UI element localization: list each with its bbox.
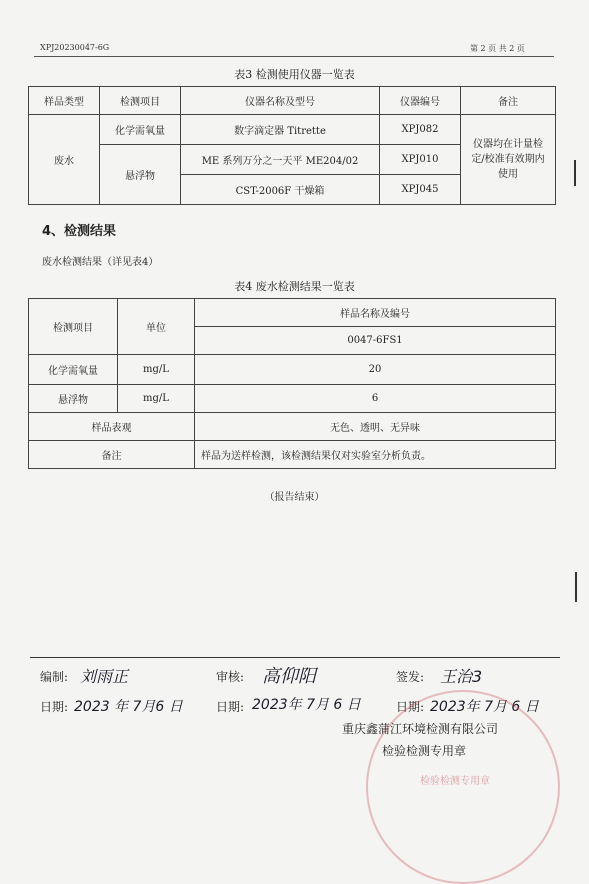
date-issued: 2023年 7月 6 日: [430, 699, 539, 715]
table4-row-unit: mg/L: [118, 385, 195, 413]
issued-signature: 王治3: [440, 667, 483, 686]
section-subtitle: 废水检测结果（详见表4）: [42, 257, 159, 268]
table4-header-item: 检测项目: [29, 299, 118, 355]
document-number: XPJ20230047-6G: [40, 43, 110, 52]
table4-header-unit: 单位: [118, 299, 195, 355]
table4-row-value: 6: [195, 385, 556, 413]
table3: [28, 86, 556, 205]
scan-mark: [574, 160, 576, 186]
date-reviewed: 2023年 7月 6 日: [252, 697, 361, 713]
table4-title: 表4 废水检测结果一览表: [234, 280, 355, 293]
company-name: 重庆鑫蒲江环境检测有限公司: [342, 722, 499, 736]
table3-instrument: ME 系列万分之一天平 ME204/02: [181, 145, 380, 175]
table3-code: XPJ045: [380, 175, 461, 205]
scan-mark: [575, 572, 577, 602]
table4: [28, 298, 556, 469]
table3-sample-type: 废水: [29, 115, 100, 205]
table4-row-item: 悬浮物: [29, 385, 118, 413]
table4-row-item: 化学需氧量: [29, 355, 118, 385]
table4-appearance-value: 无色、透明、无异味: [195, 413, 556, 441]
table3-header-sample-type: 样品类型: [29, 87, 100, 115]
table4-row-value: 20: [195, 355, 556, 385]
table3-header-code: 仪器编号: [380, 87, 461, 115]
table4-row-unit: mg/L: [118, 355, 195, 385]
reviewed-signature: 高仰阳: [262, 666, 316, 687]
date-prepared: 2023 年 7月6 日: [74, 699, 183, 715]
table3-code: XPJ010: [380, 145, 461, 175]
date-label: 日期:: [40, 700, 69, 714]
date-label: 日期:: [396, 700, 425, 714]
seal-caption: 检验检测专用章: [382, 744, 467, 758]
table3-header-instrument: 仪器名称及型号: [181, 87, 380, 115]
header-rule: [34, 56, 554, 57]
table3-header-item: 检测项目: [100, 87, 181, 115]
date-label: 日期:: [216, 700, 245, 714]
table3-header-remark: 备注: [461, 87, 556, 115]
table3-code: XPJ082: [380, 115, 461, 145]
issued-label: 签发:: [396, 670, 425, 684]
table4-note-value: 样品为送样检测，该检测结果仅对实验室分析负责。: [195, 441, 556, 469]
report-end: （报告结束）: [264, 492, 325, 503]
page-indicator: 第 2 页 共 2 页: [470, 44, 525, 53]
footer-rule: [30, 657, 560, 658]
seal-text: 检验检测专用章: [420, 776, 490, 787]
company-seal: [366, 690, 560, 884]
table4-header-sample: 样品名称及编号: [195, 299, 556, 327]
table3-remark: 仪器均在计量检定/校准有效期内使用: [461, 115, 556, 205]
table3-instrument: 数字滴定器 Titrette: [181, 115, 380, 145]
table3-instrument: CST-2006F 干燥箱: [181, 175, 380, 205]
section-heading: 4、检测结果: [42, 224, 117, 239]
table4-appearance-label: 样品表观: [29, 413, 195, 441]
table3-item: 化学需氧量: [100, 115, 181, 145]
prepared-label: 编制:: [40, 670, 69, 684]
table3-title: 表3 检测使用仪器一览表: [234, 68, 355, 81]
prepared-signature: 刘雨正: [80, 667, 129, 686]
table3-item: 悬浮物: [100, 145, 181, 205]
reviewed-label: 审核:: [216, 670, 245, 684]
table4-sample-id: 0047-6FS1: [195, 327, 556, 355]
table4-note-label: 备注: [29, 441, 195, 469]
